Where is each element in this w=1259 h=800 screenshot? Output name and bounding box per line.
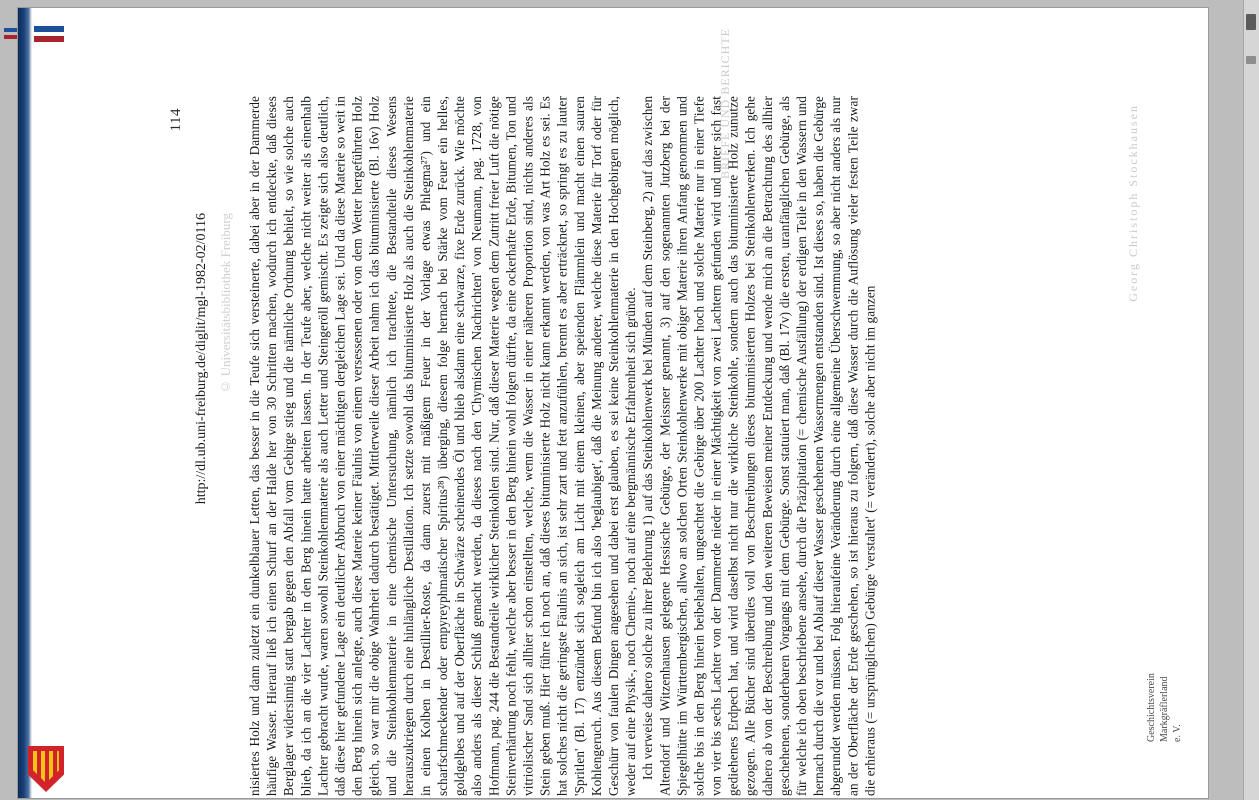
rights-statement: © Universitätsbibliothek Freiburg bbox=[218, 213, 233, 395]
scrollbar-thumb[interactable] bbox=[1246, 14, 1256, 30]
page-number: 114 bbox=[168, 108, 184, 132]
body-text-column bbox=[246, 96, 878, 796]
running-head-right: Georg Christoph Stockhausen bbox=[1126, 104, 1140, 302]
scrollbar-marker[interactable] bbox=[1246, 56, 1256, 64]
window-color-marks bbox=[4, 28, 18, 42]
page-body bbox=[246, 96, 1126, 796]
scanned-page bbox=[18, 8, 1208, 798]
vertical-scrollbar[interactable] bbox=[1243, 0, 1259, 800]
library-color-bars bbox=[34, 26, 64, 46]
running-head-top: BRIEFE UND BERICHTE bbox=[718, 28, 732, 179]
book-spine-shadow bbox=[18, 8, 32, 798]
association-line-2: Markgräflerland bbox=[1159, 676, 1170, 742]
digitization-url-stamp: http://dl.ub.uni-freiburg.de/diglit/mgl-1982-02/0116 bbox=[194, 213, 209, 505]
color-bar-red-1 bbox=[34, 36, 64, 42]
color-bar-blue-1 bbox=[34, 26, 64, 32]
paragraph-1: nisiertes Holz und dann zuletzt ein dunkelblauer Letten, das besser in die Teufe sich versteinerte, dabei aber in der Dammerde häufige Wasser. Hierauf ließ ich einen Schurf an der Halde her von 30 Schritten machen, wodurch ich entdeckte, daß dieses Berglager widersinnig statt bergab gegen den Abfall vom Gebirge stieg und die nämliche Ordnung behielt, so wie solche auch blieb, da ich an die vier Lachter in den Berg hinein hatte arbeiten lassen. In der Teufe aber, welche nicht weiter als einenhalb Lachter gebracht wurde, waren sowohl Steinkohlenmaterie als auch Letter und Steingeröll gemischt. Es zeigte sich also deutlich, daß diese hier gefundene Lage ein deutlicher Abbruch von einer mächtigen dergleichen Lage sei. Und da diese Materie so weit in den Berg hinein sich anlegte, auch diese Materie keiner Fäulnis von einem versessenen oder von dem Wetter hergeführten Holz gleich, so war mir die obige Wahrheit dadurch bestätiget. Mittlerweile dieser Arbeit nahm ich das bituminisierte (Bl. 16v) Holz und die Steinkohlenmaterie in eine chemische Untersuchung, nämlich ich trachtete, die Bestandteile dieses Wesens herauszukriegen durch eine hinlängliche Destillation. Ich setzte sowohl das bituminisierte Holz als auch die Steinkohlenmaterie in einen Kolben in Destillier-Roste, da dann zuerst mit mäßigem Feuer in der Vorlage etwas Phlegma²⁷) und ein scharfschmeckender oder empyreyphmatischer Spiritus²⁸) überging, diesem folge hernach bei Stärke vom Feuer ein helles, goldgelbes und auf der Oberfläche in Schwärze scheinendes Öl und blieb alsdann eine schwarze, fixe Erde zurück. Wie möchte also anders als dieser Schluß gemacht werden, da dieses nach den 'Chymischen Nachrichten' von Neumann, pag. 1728, von Hofmann, pag. 244 die Bestandteile wirklicher Steinkohlen sind. Nur, daß dieser Materie wegen dem Zutritt freier Luft die nötige Steinverhärtung noch fehlt, welche aber besser in den Berg hinein wohl folgen dürfte, da eine ockerhafte Erde, Bitumen, Ton und vitriolischer Sand sich allhier schon einstellten, welche, wenn die Wasser in einer näheren Proportion sind, nichts anderes als Stein geben muß. Hier führe ich noch an, daß dieses bituminisierte Holz nicht kann erkannt werden, von was Art Holz es sei. Es hat solches nicht die geringste Fäulnis an sich, ist sehr zart und fett anzufühlen, brennt es aber erträcknet, so springt es zu lauter 'Spritlen' (Bl. 17) entzündet sich sogleich am Licht mit einem kleinen, aber speienden Flämmlein und macht einen sauren Kohlengeruch. Aus diesem Befund bin ich also 'beglaubiget', daß die Meinung anderer, welche diese Materie für Torf oder für Geschürr von faulen Dingen angesehen und dabei erst glauben, es sei keine Steinkohlenmaterie in den Hochgebirgen möglich, weder auf eine Physik-, noch Chemie-, noch auf eine bergmännische Erfahrenheit sich gründe. bbox=[247, 96, 639, 796]
color-mark-red bbox=[4, 35, 18, 39]
coat-of-arms-icon bbox=[28, 746, 64, 792]
color-mark-blue bbox=[4, 28, 18, 32]
association-line-1: Geschichtsverein bbox=[1146, 673, 1157, 742]
paragraph-2: Ich verweise dahero solche zu ihrer Belehrung 1) auf das Steinkohlenwerk bei Münden auf dem Steinberg, 2) auf das zwischen Altendorf und Witzenhausen gelegene Hessische Gebürge, der Meissner genannt, 3) auf den sogenannten Jutzberg bei der Spiegelhütte im Württembergischen, allwo an solchen Orten Steinkohlenwerke mit obiger Materie ihren Anfang genommen und solche bis in den Berg hinein beibehalten, ungeachtet die Gebirge über 200 Lachter hoch und solche Materie nur in einer Tiefe von vier bis sechs Lachter von der Dammerde nieder in einer Mächtigkeit von zwei Lachtern gefunden wird und unter sich fast gediehenes Erdpech hat, und wird daselbst nicht nur die wirkliche Steinkohle, sondern auch das bituminisierte Holz zunutze gezogen. Alle Bücher sind überdies voll von Beschreibungen dieses bituminisierten Holzes bei Steinkohlenwerken. Ich gehe dahero ab von der Beschreibung und den weiteren Beweisen meiner Entdeckung und wende mich an die Betrachtung des allhier geschehenen, sonderbaren Vorgangs mit dem Gebürge. Sonst statuiert man, daß (Bl. 17v) die ersten, uranfänglichen Gebürge, als für welche ich oben beschriebene ansehe, durch die Präzipitation (= chemische Ausfällung) der erdigen Teile in den Wassern und hernach durch die vor und bei Ablauf dieser Wasser geschehenen Wassermengen entstanden sind. Ist dieses so, haben die Gebürge abgerundet werden müssen. Folg hieraufeine Veränderung durch eine allgemeine Überschwemmung, so aber nicht anders als nur an der Oberfläche der Erde geschehen, so ist hieraus zu folgern, daß diese Wasser durch die Auflösung vieler festen Teile zwar die erhieraus (= ursprünglichen) Gebürge 'verstaltet' (= verändert), solche aber nicht im ganzen bbox=[640, 96, 878, 796]
association-line-3: e. V. bbox=[1172, 724, 1183, 742]
